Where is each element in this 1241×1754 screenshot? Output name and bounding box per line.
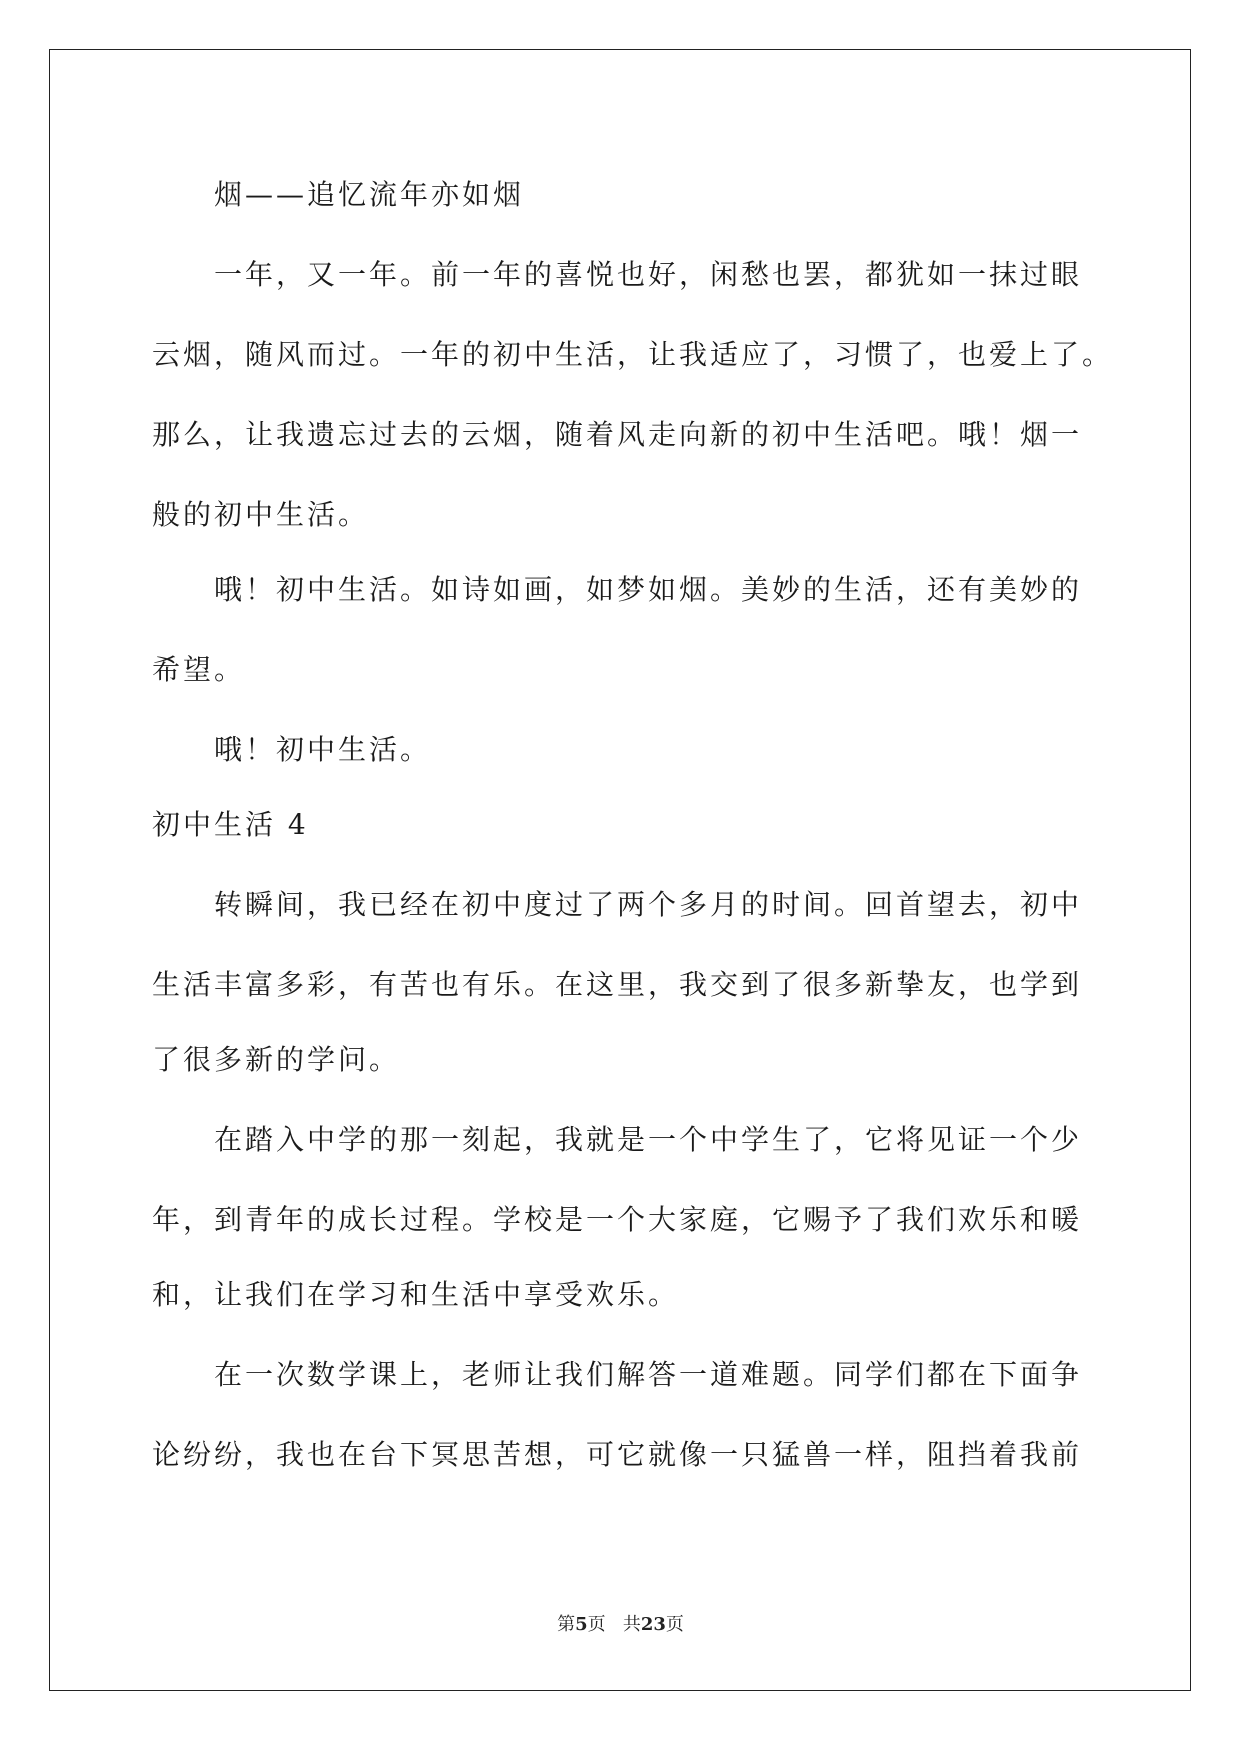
section-heading: 初中生活 4	[152, 808, 309, 841]
paragraph-line: 哦！初中生活。如诗如画，如梦如烟。美妙的生活，还有美妙的	[214, 573, 1083, 606]
paragraph-line: 一年，又一年。前一年的喜悦也好，闲愁也罢，都犹如一抹过眼	[214, 258, 1083, 291]
paragraph-line: 转瞬间，我已经在初中度过了两个多月的时间。回首望去，初中	[214, 888, 1083, 921]
paragraph-line: 那么，让我遗忘过去的云烟，随着风走向新的初中生活吧。哦！烟一	[152, 418, 1083, 451]
footer-total-prefix: 共	[622, 1614, 641, 1635]
footer-total-suffix: 页	[665, 1614, 684, 1635]
paragraph-line: 希望。	[152, 653, 246, 686]
paragraph-line: 在踏入中学的那一刻起，我就是一个中学生了，它将见证一个少	[214, 1123, 1083, 1156]
paragraph-line: 年，到青年的成长过程。学校是一个大家庭，它赐予了我们欢乐和暖	[152, 1203, 1083, 1236]
paragraph-line: 了很多新的学问。	[152, 1043, 401, 1076]
paragraph-line: 论纷纷，我也在台下冥思苦想，可它就像一只猛兽一样，阻挡着我前	[152, 1438, 1083, 1471]
paragraph-line: 生活丰富多彩，有苦也有乐。在这里，我交到了很多新挚友，也学到	[152, 968, 1083, 1001]
current-page-number: 5	[575, 1614, 588, 1635]
footer-prefix: 第	[557, 1614, 576, 1635]
page-footer	[0, 1610, 1241, 1636]
paragraph-line: 哦！初中生活。	[214, 733, 432, 766]
total-pages-number: 23	[640, 1614, 666, 1635]
footer-page-suffix: 页	[587, 1614, 606, 1635]
paragraph-line: 般的初中生活。	[152, 498, 370, 531]
section-subtitle: 烟——追忆流年亦如烟	[214, 178, 525, 211]
paragraph-line: 云烟，随风而过。一年的初中生活，让我适应了，习惯了，也爱上了。	[152, 338, 1114, 371]
paragraph-line: 在一次数学课上，老师让我们解答一道难题。同学们都在下面争	[214, 1358, 1083, 1391]
paragraph-line: 和，让我们在学习和生活中享受欢乐。	[152, 1278, 680, 1311]
